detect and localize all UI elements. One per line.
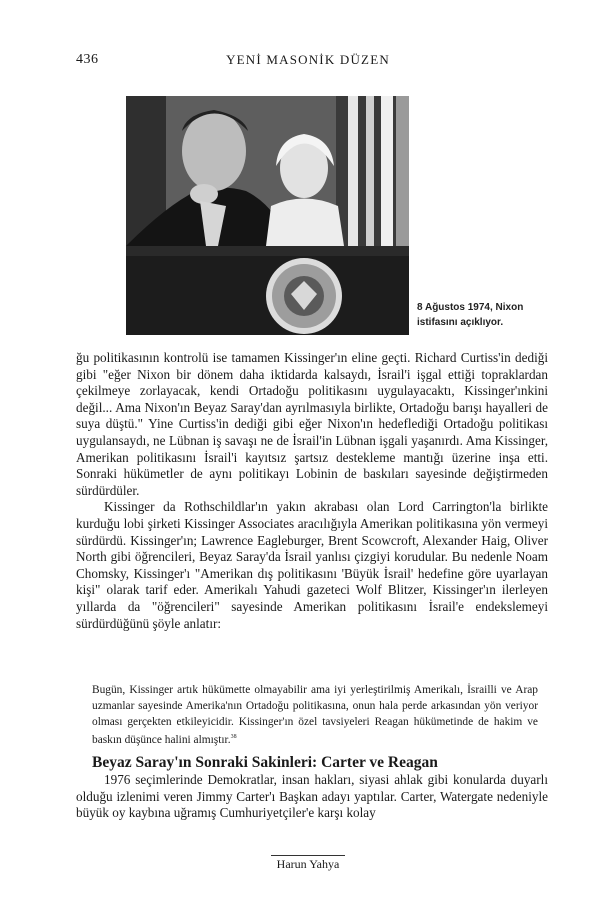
quote-text: Bugün, Kissinger artık hükümette olmayabilir ama iyi yerleştirilmiş Amerikalı, İsrailli ve Arap uzmanlar sayesinde Amerika'nın Ortadoğu politikasına, onun hala perde arkasından yön veriyor olması gerçekten etkileyicidir. Kissinger'ın özel tavsiyeleri Reagan hükümetinde de hakim ve baskın düşünce halini almıştır. (92, 684, 538, 747)
main-text (76, 350, 548, 632)
section-heading: Beyaz Saray'ın Sonraki Sakinleri: Carter ve Reagan (92, 754, 438, 771)
footnote-reference: 38 (230, 734, 237, 741)
running-title: YENİ MASONİK DÜZEN (226, 52, 390, 67)
paragraph: 1976 seçimlerinde Demokratlar, insan hakları, siyasi ahlak gibi konularda duyarlı olduğu izlenimi veren Jimmy Carter'ı Başkan adayı yaptılar. Carter, Watergate nedeniyle büyük oy kaybına uğramış Cumhuriyetçiler'e karşı kolay (76, 772, 548, 821)
paragraph: ğu politikasının kontrolü ise tamamen Kissinger'ın eline geçti. Richard Curtiss'in dediği gibi "eğer Nixon bir dönem daha iktidarda kalsaydı, İsrail'i işgal ettiği topraklardan çekilmeye zorlayacak, kendi Ortadoğu politikasını uygulayacaktı, Kissinger'ınkini değil... Ama Nixon'ın Beyaz Saray'dan ayrılmasıyla birlikte, Ortadoğu barışı hayalleri de suya düştü." Yine Curtiss'in dediği gibi eğer Nixon'ın hedeflediği Ortadoğu politikası uygulansaydı, ne Lübnan iş savaşı ne de İsrail'in Lübnan işgali yaşanırdı. Ama Kissinger, Amerikan politikasını İsrail'i kayıtsız şartsız destekleme mantığı üzerine inşa etti. Sonraki hükümetler de aynı politikayı Lobinin de baskıları sayesinde değiştirmeden sürdürdüler. (76, 350, 548, 498)
nixon-resignation-photo (126, 96, 409, 335)
section-text (76, 772, 548, 822)
photo-caption: 8 Ağustos 1974, Nixon istifasını açıklıyor. (417, 302, 524, 328)
footer (0, 857, 616, 872)
block-quote (92, 683, 538, 749)
publisher-name: Harun Yahya (271, 855, 346, 871)
paragraph: Kissinger da Rothschildlar'ın yakın akrabası olan Lord Carrington'la birlikte kurduğu lobi şirketi Kissinger Associates aracılığıyla Amerikan politikasına yön vermeyi sürdürdü. Kissinger'ın; Lawrence Eagleburger, Brent Scowcroft, Alexander Haig, Oliver North gibi öğrencileri, Beyaz Saray'da İsrail yanlısı çizgiyi korudular. Bu nedenle Noam Chomsky, Kissinger'ı "Amerikan dış politikasını 'Büyük İsrail' hedefine göre uyarlayan kişi" olarak tarif eder. Amerikalı Yahudi gazeteci Wolf Blitzer, Kissinger'ın ilerleyen yıllarda da "öğrencileri" sayesinde Amerikan politikasını İsrail'e endekslemeyi sürdürdüğünü şöyle anlatır: (76, 499, 548, 631)
page-number: 436 (76, 52, 99, 67)
